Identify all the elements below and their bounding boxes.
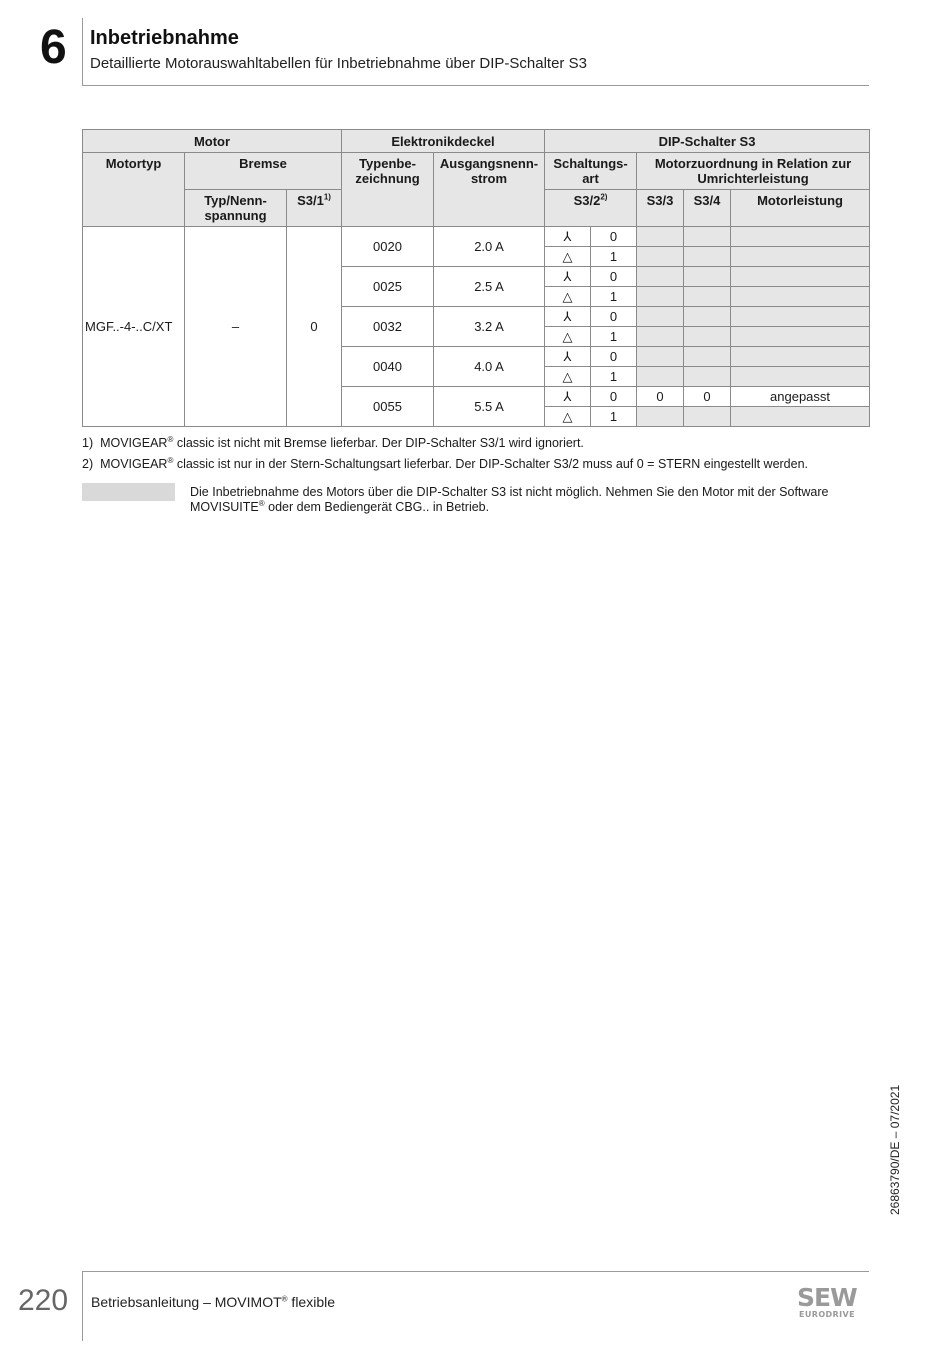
cell-motorleistung-empty (731, 307, 870, 327)
cell-ausgangsnennstrom: 5.5 A (434, 387, 545, 427)
star-symbol-icon: ⅄ (545, 227, 591, 247)
cell-ausgangsnennstrom: 2.5 A (434, 267, 545, 307)
cell-s3-2-value: 1 (591, 367, 637, 387)
star-symbol-icon: ⅄ (545, 347, 591, 367)
cell-motortyp: MGF..-4-..C/XT (83, 227, 185, 427)
motor-selection-table (82, 129, 870, 427)
cell-motorleistung-empty (731, 407, 870, 427)
header-typ-nennspannung: Typ/Nenn- spannung (185, 190, 287, 227)
table-row (83, 227, 870, 247)
cell-s3-2-value: 0 (591, 387, 637, 407)
page-title: Inbetriebnahme (90, 27, 239, 49)
cell-s3-2-value: 1 (591, 327, 637, 347)
page-subtitle: Detaillierte Motorauswahltabellen für Inbetriebnahme über DIP-Schalter S3 (90, 55, 587, 72)
note-marker-bar (82, 483, 175, 501)
cell-motorleistung-empty (731, 247, 870, 267)
cell-typ-nennspannung: – (185, 227, 287, 427)
cell-s3-3-empty (637, 327, 684, 347)
header-bremse: Bremse (185, 153, 342, 190)
cell-s3-4-value: 0 (684, 387, 731, 407)
cell-s3-2-value: 0 (591, 227, 637, 247)
cell-s3-3-empty (637, 347, 684, 367)
header-divider-vertical (82, 18, 83, 86)
group-header-motor: Motor (83, 130, 342, 153)
delta-symbol-icon: △ (545, 367, 591, 387)
footer-divider-vertical (82, 1271, 83, 1341)
star-symbol-icon: ⅄ (545, 267, 591, 287)
cell-motorleistung-empty (731, 267, 870, 287)
cell-typenbezeichnung: 0025 (342, 267, 434, 307)
header-s3-3: S3/3 (637, 190, 684, 227)
footnote-1: 1) MOVIGEAR® classic ist nicht mit Bremse lieferbar. Der DIP-Schalter S3/1 wird ignoriert. (82, 434, 584, 450)
cell-s3-2-value: 0 (591, 267, 637, 287)
cell-motorleistung-empty (731, 327, 870, 347)
cell-s3-3-empty (637, 287, 684, 307)
cell-typenbezeichnung: 0040 (342, 347, 434, 387)
cell-typenbezeichnung: 0020 (342, 227, 434, 267)
cell-s3-4-empty (684, 347, 731, 367)
cell-s3-3-empty (637, 307, 684, 327)
cell-s3-3-empty (637, 247, 684, 267)
cell-typenbezeichnung: 0032 (342, 307, 434, 347)
cell-s3-3-empty (637, 367, 684, 387)
cell-motorleistung-empty (731, 227, 870, 247)
header-motortyp: Motortyp (83, 153, 185, 227)
cell-motorleistung-empty (731, 287, 870, 307)
header-divider-horizontal (82, 85, 869, 86)
header-s3-1: S3/1$^{1)}$ (287, 190, 342, 227)
delta-symbol-icon: △ (545, 327, 591, 347)
header-motorleistung: Motorleistung (731, 190, 870, 227)
cell-s3-4-empty (684, 227, 731, 247)
header-typenbezeichnung: Typenbe- zeichnung (342, 153, 434, 227)
sew-eurodrive-logo: SEW EURODRIVE (797, 1283, 857, 1319)
cell-motorleistung-empty (731, 347, 870, 367)
group-header-dip-schalter: DIP-Schalter S3 (545, 130, 870, 153)
note-text: Die Inbetriebnahme des Motors über die DIP-Schalter S3 ist nicht möglich. Nehmen Sie den Motor mit der Software MOVISUITE® oder dem Bediengerät CBG.. in Betrieb. (190, 485, 829, 514)
footnotes (82, 435, 869, 476)
header-s3-2: S3/2$^{2)}$ (545, 190, 637, 227)
cell-s3-2-value: 0 (591, 307, 637, 327)
document-id: 26863790/DE – 07/2021 (888, 1084, 902, 1215)
cell-s3-4-empty (684, 307, 731, 327)
footer-divider-horizontal (82, 1271, 869, 1272)
cell-s3-3-empty (637, 407, 684, 427)
cell-s3-3-empty (637, 267, 684, 287)
cell-s3-2-value: 1 (591, 247, 637, 267)
cell-motorleistung-empty (731, 367, 870, 387)
cell-s3-2-value: 1 (591, 407, 637, 427)
delta-symbol-icon: △ (545, 407, 591, 427)
header-s3-4: S3/4 (684, 190, 731, 227)
group-header-elektronikdeckel: Elektronikdeckel (342, 130, 545, 153)
header-ausgangsnennstrom: Ausgangsnenn- strom (434, 153, 545, 227)
delta-symbol-icon: △ (545, 247, 591, 267)
cell-s3-2-value: 1 (591, 287, 637, 307)
header-schaltungsart: Schaltungs- art (545, 153, 637, 190)
star-symbol-icon: ⅄ (545, 387, 591, 407)
cell-s3-4-empty (684, 287, 731, 307)
cell-s3-4-empty (684, 267, 731, 287)
cell-s3-4-empty (684, 407, 731, 427)
cell-typenbezeichnung: 0055 (342, 387, 434, 427)
cell-ausgangsnennstrom: 3.2 A (434, 307, 545, 347)
cell-s3-3-value: 0 (637, 387, 684, 407)
page-number: 220 (18, 1284, 69, 1317)
cell-s3-4-empty (684, 247, 731, 267)
footnote-2: 2) MOVIGEAR® classic ist nur in der Stern-Schaltungsart lieferbar. Der DIP-Schalter S3/2 muss auf 0 = STERN eingestellt werden. (82, 455, 809, 471)
cell-motorleistung-value: angepasst (731, 387, 870, 407)
delta-symbol-icon: △ (545, 287, 591, 307)
header-motorzuordnung: Motorzuordnung in Relation zur Umrichterleistung (637, 153, 870, 190)
cell-ausgangsnennstrom: 4.0 A (434, 347, 545, 387)
cell-s3-4-empty (684, 327, 731, 347)
footer-title: Betriebsanleitung – MOVIMOT® flexible (91, 1294, 336, 1310)
cell-s3-4-empty (684, 367, 731, 387)
star-symbol-icon: ⅄ (545, 307, 591, 327)
cell-s3-2-value: 0 (591, 347, 637, 367)
cell-ausgangsnennstrom: 2.0 A (434, 227, 545, 267)
cell-s3-1: 0 (287, 227, 342, 427)
cell-s3-3-empty (637, 227, 684, 247)
chapter-number: 6 (40, 21, 67, 74)
